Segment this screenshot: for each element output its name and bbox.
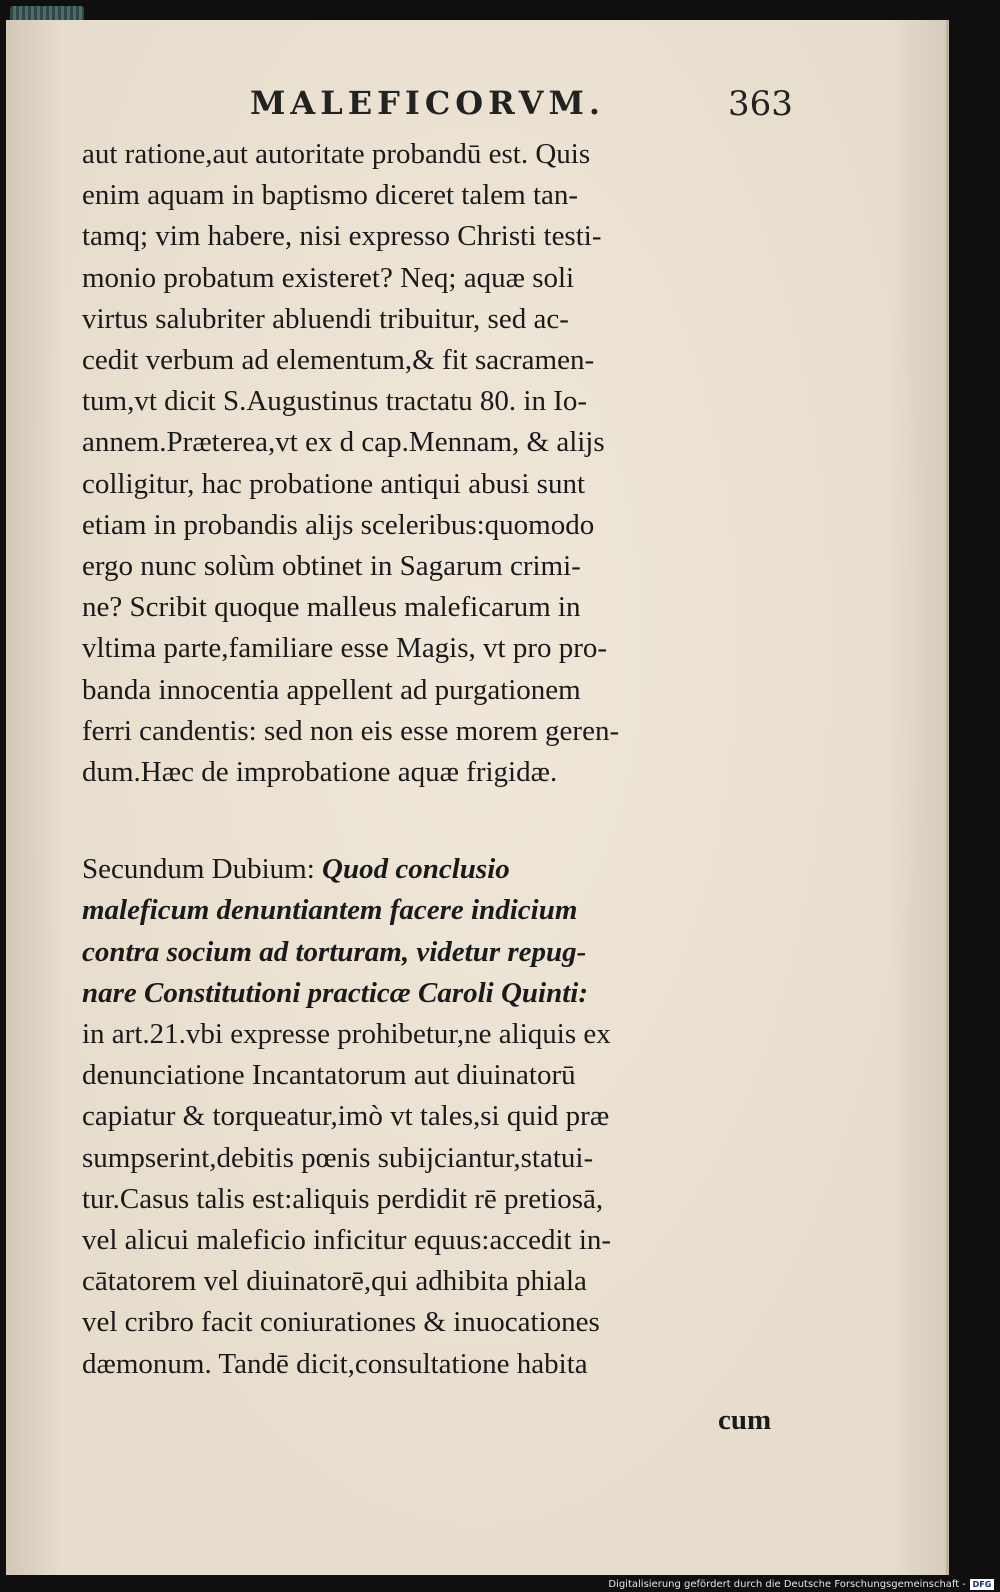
text-line: dum.Hæc de improbatione aquæ frigidæ. — [82, 756, 558, 789]
text-line: annem.Præterea,vt ex d cap.Mennam, & alijs — [82, 426, 605, 459]
text-line: cedit verbum ad elementum,& fit sacramen- — [82, 344, 595, 377]
text-line: enim aquam in baptismo diceret talem tan- — [82, 179, 579, 212]
section-heading: Secundum Dubium: — [82, 853, 323, 886]
text-line: aut ratione,aut autoritate probandū est. Quis — [82, 138, 591, 170]
paragraph-gap — [82, 793, 788, 849]
italic-line: contra socium ad torturam, videtur repug- — [82, 935, 587, 968]
text-line: vel cribro facit coniurationes & inuocationes — [82, 1306, 600, 1339]
section-heading-line — [82, 849, 788, 890]
italic-line: nare Constitutioni practicæ Caroli Quinti: — [82, 976, 588, 1009]
text-line: vltima parte,familiare esse Magis, vt pro pro- — [82, 632, 608, 665]
text-line: ferri candentis: sed non eis esse morem geren- — [82, 714, 620, 747]
text-line: denunciatione Incantatorum aut diuinatorū — [82, 1059, 576, 1092]
text-line: cātatorem vel diuinatorē,qui adhibita phiala — [82, 1265, 587, 1298]
text-line: vel alicui maleficio inficitur equus:accedit in- — [82, 1224, 612, 1257]
text-line: capiatur & torqueatur,imò vt tales,si quid præ — [82, 1100, 610, 1133]
page-header — [6, 84, 946, 134]
page-number: 363 — [728, 84, 793, 124]
text-line: colligitur, hac probatione antiqui abusi sunt — [82, 467, 586, 500]
body-text — [82, 134, 788, 1385]
text-line: virtus salubriter abluendi tribuitur, sed ac- — [82, 302, 569, 335]
italic-line: maleficum denuntiantem facere indicium — [82, 894, 578, 927]
text-line: ne? Scribit quoque malleus maleficarum in — [82, 591, 581, 624]
text-line: etiam in probandis alijs sceleribus:quomodo — [82, 508, 595, 541]
catchword: cum — [718, 1404, 772, 1436]
text-line: dæmonum. Tandē dicit,consultatione habita — [82, 1347, 588, 1380]
footer-credit: Digitalisierung gefördert durch die Deutsche Forschungsgemeinschaft - — [608, 1579, 966, 1590]
text-line: in art.21.vbi expresse prohibetur,ne aliquis ex — [82, 1018, 611, 1051]
book-page — [6, 20, 949, 1575]
text-line: banda innocentia appellent ad purgationem — [82, 673, 581, 706]
text-line: ergo nunc solùm obtinet in Sagarum crimi- — [82, 550, 581, 583]
text-line: tamq; vim habere, nisi expresso Christi testi- — [82, 220, 602, 253]
running-head: MALEFICORVM. — [250, 84, 606, 122]
text-line: tur.Casus talis est:aliquis perdidit rē pretiosā, — [82, 1182, 604, 1215]
italic-text: Quod conclusio — [322, 853, 510, 886]
text-line: sumpserint,debitis pœnis subijciantur,statui- — [82, 1141, 594, 1174]
text-line: tum,vt dicit S.Augustinus tractatu 80. in Io- — [82, 385, 588, 418]
dfg-logo-icon: DFG — [970, 1579, 994, 1590]
text-line: monio probatum existeret? Neq; aquæ soli — [82, 261, 575, 294]
digitization-footer — [0, 1578, 1000, 1592]
